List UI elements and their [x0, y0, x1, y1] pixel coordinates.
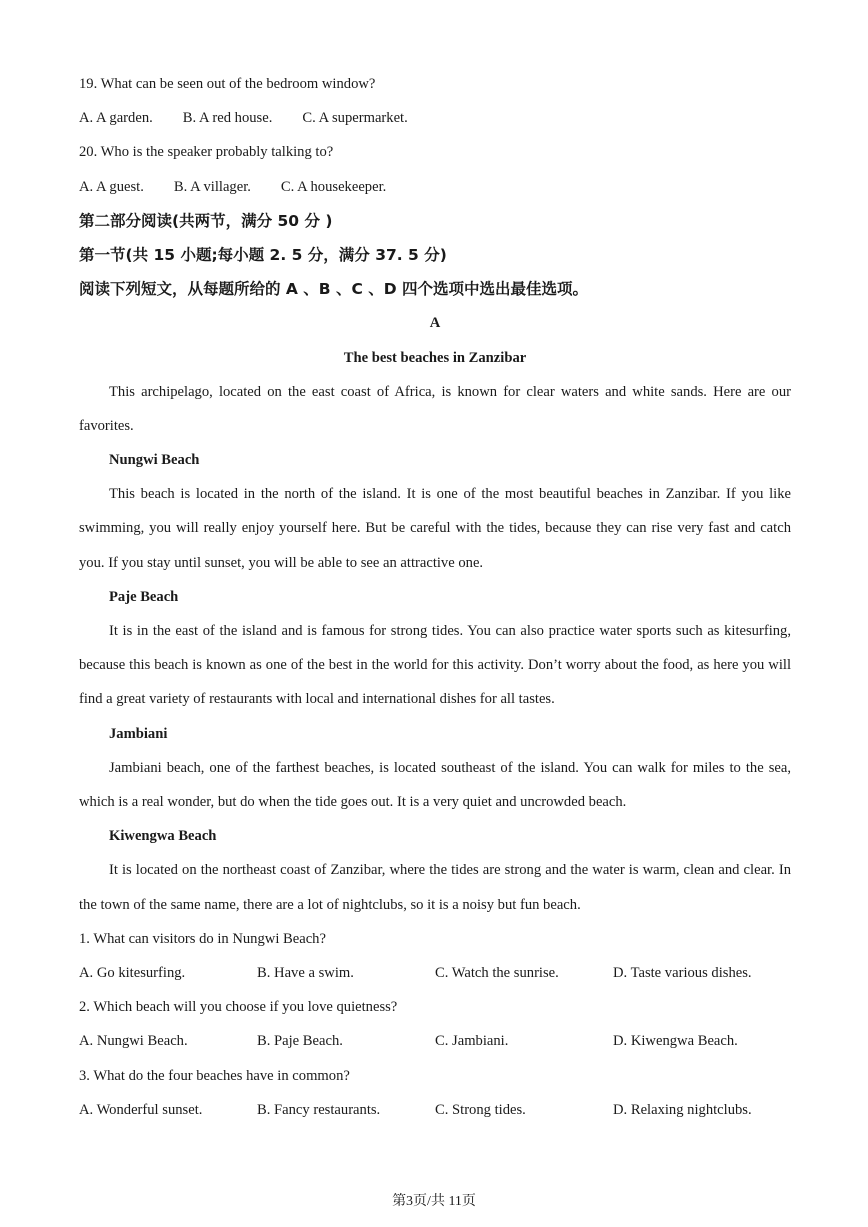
q20-options — [79, 170, 791, 204]
q19-option-a: A. A garden. — [79, 110, 153, 127]
q3-option-d: D. Relaxing nightclubs. — [613, 1101, 752, 1118]
question-2-options — [79, 1024, 791, 1058]
passage-intro: This archipelago, located on the east coast of Africa, is known for clear waters and white sands. Here are our favorites. — [79, 383, 791, 434]
beach-text-nungwi: This beach is located in the north of the island. It is one of the most beautiful beaches in Zanzibar. If you like swimming, you will really enjoy yourself here. But be careful with the tides, because they can rise very fast and catch you. If you stay until sunset, you will be able to see an attractive one. — [79, 486, 791, 571]
q2-option-b: B. Paje Beach. — [257, 1033, 343, 1050]
question-3-options — [79, 1093, 791, 1127]
content-column — [79, 67, 791, 1127]
beach-heading-paje: Paje Beach — [109, 588, 179, 605]
question-1-options — [79, 956, 791, 990]
section-title: 第一节(共 15 小题;每小题 2. 5 分，满分 37. 5 分) — [79, 245, 447, 264]
passage-title: The best beaches in Zanzibar — [343, 349, 527, 366]
q1-option-c: C. Watch the sunrise. — [435, 965, 559, 982]
beach-text-kiwengwa: It is located on the northeast coast of Zanzibar, where the tides are strong and the water is warm, clean and clear. In the town of the same name, there are a lot of nightclubs, so it is a noisy but fun beach. — [79, 862, 791, 913]
passage-letter: A — [429, 315, 441, 332]
beach-heading-nungwi: Nungwi Beach — [109, 452, 200, 469]
q19-option-b: B. A red house. — [182, 110, 273, 127]
q3-option-c: C. Strong tides. — [435, 1101, 526, 1118]
question-1: 1. What can visitors do in Nungwi Beach? — [79, 930, 326, 947]
q19-option-c: C. A supermarket. — [302, 110, 408, 127]
q1-option-b: B. Have a swim. — [257, 965, 354, 982]
q1-option-d: D. Taste various dishes. — [613, 965, 752, 982]
beach-heading-jambiani: Jambiani — [109, 725, 168, 742]
page-number: 第3页/共 11页 — [392, 1194, 476, 1209]
q20-option-b: B. A villager. — [173, 178, 251, 195]
q19-question: 19. What can be seen out of the bedroom window? — [79, 76, 376, 92]
q3-option-a: A. Wonderful sunset. — [79, 1101, 203, 1118]
beach-text-jambiani: Jambiani beach, one of the farthest beaches, is located southeast of the island. You can walk for miles to the sea, which is a real wonder, but do when the tide goes out. It is a very quiet and uncrowded beach. — [79, 759, 791, 811]
q2-option-c: C. Jambiani. — [435, 1033, 509, 1050]
reading-instruction: 阅读下列短文，从每题所给的 A 、B 、C 、D 四个选项中选出最佳选项。 — [79, 280, 589, 299]
q20-option-c: C. A housekeeper. — [280, 178, 387, 195]
q20-question: 20. Who is the speaker probably talking to? — [79, 144, 334, 161]
beach-text-paje: It is in the east of the island and is famous for strong tides. You can also practice water sports such as kitesurfing, because this beach is known as one of the best in the world for this activity. Don’t worry about the food, as here you will find a great variety of restaurants with local and international dishes for all tastes. — [79, 623, 791, 708]
q3-option-b: B. Fancy restaurants. — [257, 1101, 381, 1118]
part-title: 第二部分阅读(共两节，满分 50 分 ) — [79, 211, 333, 230]
question-2: 2. Which beach will you choose if you love quietness? — [79, 999, 398, 1016]
q2-option-a: A. Nungwi Beach. — [79, 1033, 188, 1050]
q19-options — [79, 101, 791, 135]
q1-option-a: A. Go kitesurfing. — [79, 965, 186, 982]
q20-option-a: A. A guest. — [79, 178, 144, 195]
question-3: 3. What do the four beaches have in common? — [79, 1067, 350, 1084]
q2-option-d: D. Kiwengwa Beach. — [613, 1033, 738, 1050]
beach-heading-kiwengwa: Kiwengwa Beach — [109, 828, 217, 845]
